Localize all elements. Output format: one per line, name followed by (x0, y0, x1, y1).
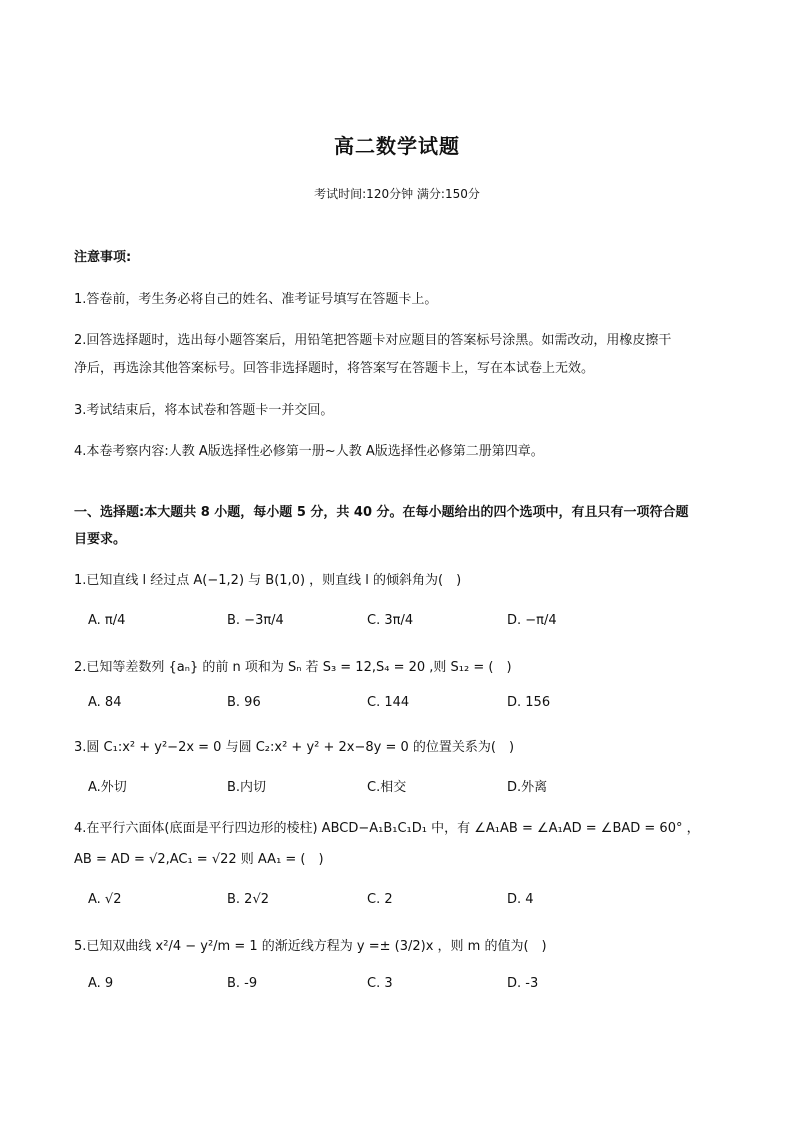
notice-item-2: 2.回答选择题时，选出每小题答案后，用铅笔把答题卡对应题目的答案标号涂黑。如需改动，用橡皮擦干 (74, 333, 672, 348)
q1-option-b: B. −3π/4 (227, 613, 284, 628)
q5-option-a: A. 9 (88, 976, 114, 991)
question-5: 5.已知双曲线 x²/4 − y²/m = 1 的渐近线方程为 y =± (3/2)x ，则 m 的值为( ) (74, 939, 547, 954)
q4-option-b: B. 2√2 (227, 892, 270, 907)
question-1: 1.已知直线 l 经过点 A(−1,2) 与 B(1,0) ，则直线 l 的倾斜角为( ) (74, 573, 462, 588)
notice-item-4: 4.本卷考察内容:人教 A版选择性必修第一册~人教 A版选择性必修第二册第四章。 (74, 444, 544, 459)
notice-heading: 注意事项: (74, 250, 132, 265)
section-heading-cont: 目要求。 (74, 532, 127, 547)
q2-option-c: C. 144 (367, 695, 410, 710)
q3-option-c: C.相交 (367, 780, 407, 795)
exam-info: 考试时间:120分钟 满分:150分 (314, 187, 480, 201)
q3-option-d: D.外离 (507, 780, 548, 795)
q1-option-c: C. 3π/4 (367, 613, 414, 628)
q5-option-d: D. -3 (507, 976, 539, 991)
q4-option-d: D. 4 (507, 892, 534, 907)
question-4: 4.在平行六面体(底面是平行四边形的棱柱) ABCD−A₁B₁C₁D₁ 中，有 ∠A₁AB = ∠A₁AD = ∠BAD = 60° ， (74, 821, 700, 836)
notice-item-3: 3.考试结束后，将本试卷和答题卡一并交回。 (74, 403, 334, 418)
question-4-cont: AB = AD = √2,AC₁ = √22 则 AA₁ = ( ) (74, 852, 324, 867)
page-title: 高二数学试题 (334, 134, 460, 158)
q3-option-b: B.内切 (227, 780, 267, 795)
q5-option-b: B. -9 (227, 976, 258, 991)
notice-item-1: 1.答卷前，考生务必将自己的姓名、准考证号填写在答题卡上。 (74, 292, 438, 307)
section-heading: 一、选择题:本大题共 8 小题，每小题 5 分，共 40 分。在每小题给出的四个选项中，有且只有一项符合题 (74, 505, 689, 520)
notice-item-2-cont: 净后，再选涂其他答案标号。回答非选择题时，将答案写在答题卡上，写在本试卷上无效。 (74, 361, 595, 376)
q5-option-c: C. 3 (367, 976, 393, 991)
q4-option-c: C. 2 (367, 892, 393, 907)
q2-option-b: B. 96 (227, 695, 261, 710)
question-3: 3.圆 C₁:x² + y²−2x = 0 与圆 C₂:x² + y² + 2x−8y = 0 的位置关系为( ) (74, 740, 515, 755)
q1-option-a: A. π/4 (88, 613, 126, 628)
question-2: 2.已知等差数列 {aₙ} 的前 n 项和为 Sₙ 若 S₃ = 12,S₄ = 20 ,则 S₁₂ = ( ) (74, 660, 512, 675)
q3-option-a: A.外切 (88, 780, 127, 795)
q2-option-d: D. 156 (507, 695, 551, 710)
q4-option-a: A. √2 (88, 892, 122, 907)
q1-option-d: D. −π/4 (507, 613, 557, 628)
q2-option-a: A. 84 (88, 695, 122, 710)
